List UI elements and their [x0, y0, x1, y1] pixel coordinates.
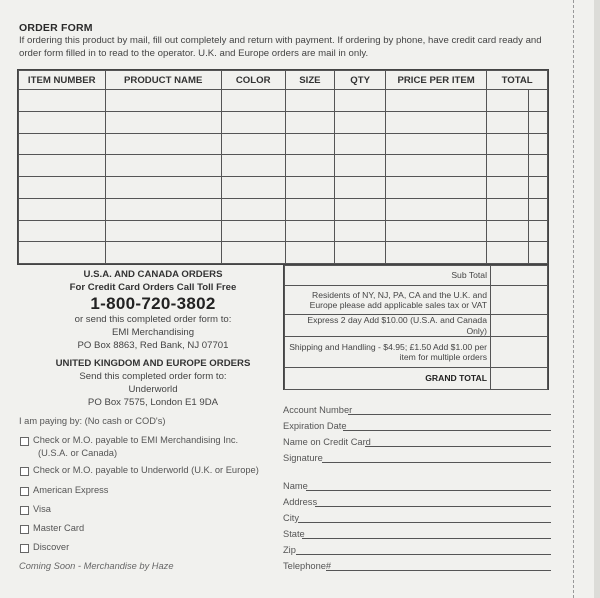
checkbox-underworld-check[interactable]	[20, 467, 29, 476]
order-cell[interactable]	[335, 198, 386, 220]
order-cell[interactable]	[487, 155, 529, 177]
col-total: TOTAL	[487, 71, 548, 90]
order-cell[interactable]	[385, 155, 486, 177]
order-cell[interactable]	[335, 177, 386, 199]
form-instructions: If ordering this product by mail, fill out completely and return with payment. If ordering by phone, have credit card ready and order form filled in to read to the operator. U.K. and Europe orders are mail in only.	[19, 35, 542, 59]
payment-option-visa: Visa	[33, 504, 51, 514]
order-cell[interactable]	[105, 155, 221, 177]
order-row	[19, 198, 548, 220]
order-cell[interactable]	[335, 155, 386, 177]
zip-label: Zip	[283, 545, 296, 555]
city-field[interactable]	[298, 522, 551, 523]
col-color: COLOR	[221, 71, 285, 90]
col-qty: QTY	[335, 71, 386, 90]
uk-company: Underworld	[128, 384, 178, 395]
order-cell[interactable]	[385, 111, 486, 133]
col-product-name: PRODUCT NAME	[105, 71, 221, 90]
account-number-label: Account Number	[283, 405, 353, 415]
order-cell[interactable]	[487, 198, 529, 220]
order-row	[19, 220, 548, 242]
uk-address: PO Box 7575, London E1 9DA	[87, 397, 219, 408]
account-number-field[interactable]	[348, 414, 551, 415]
order-cell[interactable]	[529, 198, 548, 220]
name-field[interactable]	[306, 490, 551, 491]
order-cell[interactable]	[385, 242, 486, 264]
order-cell[interactable]	[335, 220, 386, 242]
order-cell[interactable]	[19, 198, 106, 220]
order-cell[interactable]	[221, 242, 285, 264]
order-cell[interactable]	[221, 177, 285, 199]
order-cell[interactable]	[19, 111, 106, 133]
checkbox-emi-check[interactable]	[20, 437, 29, 446]
order-cell[interactable]	[487, 177, 529, 199]
order-cell[interactable]	[221, 220, 285, 242]
payment-option-amex: American Express	[33, 485, 109, 495]
order-cell[interactable]	[19, 90, 106, 112]
order-cell[interactable]	[529, 242, 548, 264]
order-cell[interactable]	[19, 242, 106, 264]
checkbox-mastercard[interactable]	[20, 525, 29, 534]
expiration-date-field[interactable]	[343, 430, 551, 431]
order-cell[interactable]	[19, 177, 106, 199]
address-field[interactable]	[315, 506, 551, 507]
signature-field[interactable]	[322, 462, 551, 463]
shipping-field[interactable]	[491, 337, 548, 368]
address-label: Address	[283, 497, 318, 507]
col-item-number: ITEM NUMBER	[19, 71, 106, 90]
totals-table	[283, 265, 549, 390]
order-cell[interactable]	[487, 111, 529, 133]
order-cell[interactable]	[529, 155, 548, 177]
order-cell[interactable]	[105, 220, 221, 242]
grand-total-label: GRAND TOTAL	[285, 368, 491, 390]
subtotal-field[interactable]	[491, 266, 548, 286]
checkbox-discover[interactable]	[20, 544, 29, 553]
payment-option-emi-check-sub: (U.S.A. or Canada)	[38, 448, 118, 458]
order-cell[interactable]	[221, 198, 285, 220]
col-size: SIZE	[285, 71, 335, 90]
order-cell[interactable]	[105, 133, 221, 155]
order-cell[interactable]	[285, 90, 335, 112]
order-cell[interactable]	[487, 242, 529, 264]
express-label: Express 2 day Add $10.00 (U.S.A. and Canada Only)	[285, 315, 491, 337]
perforation-line	[573, 0, 574, 598]
order-cell[interactable]	[529, 90, 548, 112]
subtotal-row	[285, 266, 548, 286]
order-table	[17, 69, 549, 265]
order-row	[19, 133, 548, 155]
usa-send-text: or send this completed order form to:	[74, 314, 232, 325]
express-field[interactable]	[491, 315, 548, 337]
zip-field[interactable]	[296, 554, 551, 555]
order-cell[interactable]	[285, 198, 335, 220]
grand-total-field[interactable]	[491, 368, 548, 390]
order-cell[interactable]	[285, 155, 335, 177]
usa-heading: U.S.A. AND CANADA ORDERS	[83, 269, 223, 280]
payment-option-mastercard: Master Card	[33, 523, 85, 533]
order-cell[interactable]	[385, 177, 486, 199]
payment-option-underworld-check: Check or M.O. payable to Underworld (U.K. or Europe)	[33, 465, 259, 475]
expiration-date-label: Expiration Date	[283, 421, 347, 431]
telephone-field[interactable]	[326, 570, 551, 571]
order-cell[interactable]	[221, 90, 285, 112]
order-cell[interactable]	[221, 155, 285, 177]
coming-soon-note: Coming Soon - Merchandise by Haze	[19, 561, 174, 571]
order-cell[interactable]	[385, 220, 486, 242]
order-cell[interactable]	[19, 133, 106, 155]
payment-option-discover: Discover	[33, 542, 70, 552]
order-cell[interactable]	[385, 90, 486, 112]
name-label: Name	[283, 481, 308, 491]
state-label: State	[283, 529, 305, 539]
name-on-card-label: Name on Credit Card	[283, 437, 371, 447]
order-cell[interactable]	[335, 133, 386, 155]
tax-row	[285, 286, 548, 315]
order-cell[interactable]	[285, 177, 335, 199]
order-cell[interactable]	[385, 198, 486, 220]
name-on-card-field[interactable]	[365, 446, 551, 447]
page-edge	[594, 0, 600, 598]
order-cell[interactable]	[285, 111, 335, 133]
state-field[interactable]	[302, 538, 551, 539]
order-cell[interactable]	[335, 90, 386, 112]
order-cell[interactable]	[221, 111, 285, 133]
order-cell[interactable]	[105, 198, 221, 220]
order-row	[19, 111, 548, 133]
order-cell[interactable]	[19, 155, 106, 177]
order-cell[interactable]	[487, 90, 529, 112]
express-row	[285, 315, 548, 337]
order-row	[19, 242, 548, 264]
order-cell[interactable]	[19, 220, 106, 242]
order-cell[interactable]	[385, 133, 486, 155]
city-label: City	[283, 513, 300, 523]
phone-number: 1-800-720-3802	[90, 294, 216, 313]
uk-heading: UNITED KINGDOM AND EUROPE ORDERS	[55, 358, 251, 369]
checkbox-visa[interactable]	[20, 506, 29, 515]
order-cell[interactable]	[529, 111, 548, 133]
order-cell[interactable]	[221, 133, 285, 155]
uk-send-text: Send this completed order form to:	[79, 371, 227, 382]
order-cell[interactable]	[105, 242, 221, 264]
order-cell[interactable]	[487, 220, 529, 242]
order-cell[interactable]	[285, 220, 335, 242]
toll-free-text: For Credit Card Orders Call Toll Free	[69, 282, 237, 293]
order-cell[interactable]	[487, 133, 529, 155]
order-cell[interactable]	[285, 242, 335, 264]
usa-address: PO Box 8863, Red Bank, NJ 07701	[77, 340, 229, 351]
order-cell[interactable]	[529, 133, 548, 155]
order-cell[interactable]	[105, 90, 221, 112]
order-cell[interactable]	[529, 177, 548, 199]
payment-label: I am paying by: (No cash or COD's)	[19, 416, 166, 426]
grand-total-row	[285, 368, 548, 390]
order-row	[19, 90, 548, 112]
order-row	[19, 177, 548, 199]
order-cell[interactable]	[335, 242, 386, 264]
tax-label: Residents of NY, NJ, PA, CA and the U.K. and Europe please add applicable sales tax or VAT	[285, 286, 491, 315]
order-cell[interactable]	[285, 133, 335, 155]
order-cell[interactable]	[105, 111, 221, 133]
table-header-row	[19, 71, 548, 90]
tax-field[interactable]	[491, 286, 548, 315]
shipping-row	[285, 337, 548, 368]
subtotal-label: Sub Total	[285, 266, 491, 286]
signature-label: Signature	[283, 453, 323, 463]
order-cell[interactable]	[105, 177, 221, 199]
checkbox-amex[interactable]	[20, 487, 29, 496]
order-row	[19, 155, 548, 177]
order-cell[interactable]	[335, 111, 386, 133]
order-cell[interactable]	[529, 220, 548, 242]
payment-option-emi-check: Check or M.O. payable to EMI Merchandising Inc.	[33, 435, 239, 445]
telephone-label: Telephone#	[283, 561, 332, 571]
col-price-per-item: PRICE PER ITEM	[385, 71, 486, 90]
shipping-label: Shipping and Handling - $4.95; £1.50 Add $1.00 per item for multiple orders	[285, 337, 491, 368]
usa-company: EMI Merchandising	[111, 327, 195, 338]
form-title: ORDER FORM	[19, 22, 93, 34]
